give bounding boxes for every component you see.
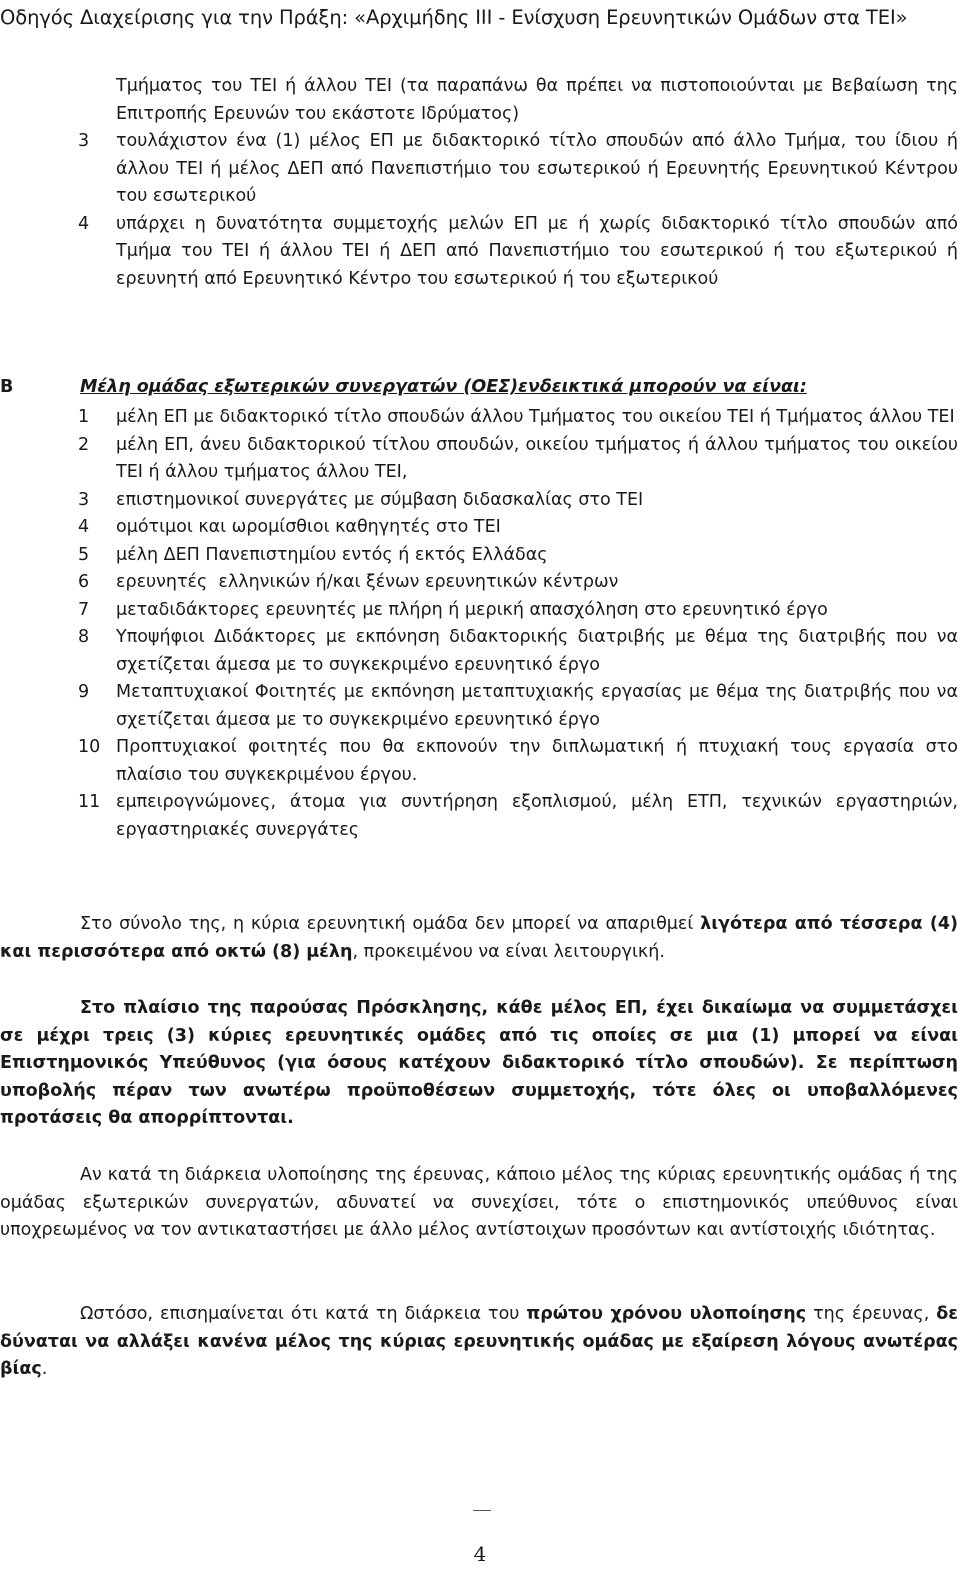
list-item-text: μέλη ΕΠ με διδακτορικό τίτλο σπουδών άλλου Τμήματος του οικείου ΤΕΙ ή Τμήματος άλλου ΤΕΙ [116,407,955,427]
list-item-continuation [116,73,958,128]
list-item [78,734,958,789]
list-item [78,597,958,625]
section-b-list [78,404,958,844]
section-a-list [0,73,958,293]
list-item-number: 2 [78,434,90,455]
document-header: Οδηγός Διαχείρισης για την Πράξη: «Αρχιμήδης ΙΙΙ - Ενίσχυση Ερευνητικών Ομάδων στα ΤΕΙ» [0,6,908,29]
list-item-text: επιστημονικοί συνεργάτες με σύμβαση διδασκαλίας στο ΤΕΙ [116,489,644,510]
paragraph-group-size [0,911,958,966]
list-item-number: 10 [78,737,101,757]
list-item [78,432,958,487]
list-item [78,542,958,570]
list-item-number: 4 [78,213,90,234]
list-item-text: ερευνητές ελληνικών ή/και ξένων ερευνητικών κέντρων [116,572,619,592]
list-item-number: 3 [78,131,90,151]
list-item-text: μέλη ΔΕΠ Πανεπιστημίου εντός ή εκτός Ελλάδας [116,544,548,565]
paragraph-bold-text: λιγότερα από τέσσερα (4) και περισσότερα από οκτώ (8) μέλη [0,914,958,962]
section-letter: Β [0,377,14,397]
list-item-text: εμπειρογνώμονες, άτομα για συντήρηση εξοπλισμού, μέλη ΕΤΠ, τεχνικών εργαστηριών, εργαστηριακές συνεργάτες [116,792,958,840]
paragraph-text: Ωστόσο, επισημαίνεται ότι κατά τη διάρκεια του [80,1304,527,1324]
paragraph-text: , προκειμένου να είναι λειτουργική. [352,941,665,962]
list-item-number: 7 [78,599,90,620]
paragraph-text: . [41,1359,48,1379]
list-item-number: 6 [78,572,90,592]
list-item [78,789,958,844]
list-item-text: Τμήματος του ΤΕΙ ή άλλου ΤΕΙ (τα παραπάνω θα πρέπει να πιστοποιούνται με Βεβαίωση της Επιτροπής Ερευνών του εκάστοτε Ιδρύματος) [116,76,958,124]
list-item-number: 9 [78,682,90,702]
section-title: Μέλη ομάδας εξωτερικών συνεργατών (ΟΕΣ)ενδεικτικά μπορούν να είναι: [80,377,807,397]
paragraph-bold-text: πρώτου χρόνου υλοποίησης [526,1304,807,1324]
list-item-text: μεταδιδάκτορες ερευνητές με πλήρη ή μερική απασχόληση στο ερευνητικό έργο [116,599,828,620]
paragraph-bold-text: δε δύναται να αλλάξει κανένα μέλος της κύριας ερευνητικής ομάδας με εξαίρεση λόγους ανωτέρας βίας [0,1304,958,1379]
paragraph-first-year [0,1301,958,1384]
list-item-number: 1 [78,407,90,427]
list-item [78,404,958,432]
list-item [78,569,958,597]
list-item-number: 8 [78,627,90,647]
paragraph-participation-rules [0,995,958,1133]
paragraph-text: Στο σύνολο της, η κύρια ερευνητική ομάδα δεν μπορεί να απαριθμεί [80,914,701,934]
list-item-text: ομότιμοι και ωρομίσθιοι καθηγητές στο ΤΕΙ [116,517,501,537]
list-item-text: Υποψήφιοι Διδάκτορες με εκπόνηση διδακτορικής διατριβής με θέμα της διατριβής που να σχετίζεται άμεσα με το συγκεκριμένο ερευνητικό έργο [116,627,958,675]
list-item [78,487,958,515]
list-item-text: τουλάχιστον ένα (1) μέλος ΕΠ με διδακτορικό τίτλο σπουδών από άλλο Τμήμα, του ίδιου ή άλλου ΤΕΙ ή μέλος ΔΕΠ από Πανεπιστήμιο του εσωτερικού ή Ερευνητής Ερευνητικού Κέντρου του εσωτερικού [116,131,958,206]
list-item-text: μέλη ΕΠ, άνευ διδακτορικού τίτλου σπουδών, οικείου τμήματος ή άλλου τμήματος του οικείου ΤΕΙ ή άλλου τμήματος άλλου ΤΕΙ, [116,434,958,482]
list-item [78,211,958,294]
paragraph-member-replacement [0,1162,958,1245]
footer-divider [473,1510,491,1511]
list-item-text: Προπτυχιακοί φοιτητές που θα εκπονούν την διπλωματική ή πτυχιακή τους εργασία στο πλαίσιο του συγκεκριμένου έργου. [116,737,958,785]
page-number: 4 [473,1542,487,1566]
list-item-number: 11 [78,792,101,812]
list-item-text: Μεταπτυχιακοί Φοιτητές με εκπόνηση μεταπτυχιακής εργασίας με θέμα της διατριβής που να σχετίζεται άμεσα με το συγκεκριμένο ερευνητικό έργο [116,682,958,730]
list-item [78,514,958,542]
list-item [78,128,958,211]
paragraph-bold-text: Στο πλαίσιο της παρούσας Πρόσκλησης, κάθε μέλος ΕΠ, έχει δικαίωμα να συμμετάσχει σε μέχρι τρεις (3) κύριες ερευνητικές ομάδες από τις οποίες σε μια (1) μπορεί να είναι Επιστημονικός Υπεύθυνος (για όσους κατέχουν διδακτορικό τίτλο σπουδών). Σε περίπτωση υποβολής πέραν των ανωτέρω προϋποθέσεων συμμετοχής, τότε όλες οι υποβαλλόμενες προτάσεις θα απορρίπτονται. [0,998,958,1128]
list-item [78,679,958,734]
paragraph-text: της έρευνας, [806,1304,937,1324]
paragraph-text: Αν κατά τη διάρκεια υλοποίησης της έρευνας, κάποιο μέλος της κύριας ερευνητικής ομάδας ή της ομάδας εξωτερικών συνεργατών, αδυνατεί να συνεχίσει, τότε ο επιστημονικός υπεύθυνος είναι υποχρεωμένος να τον αντικαταστήσει με άλλο μέλος αντίστοιχων προσόντων και αντίστοιχής ιδιότητας. [0,1165,958,1240]
list-item-number: 4 [78,517,90,537]
list-item [78,624,958,679]
list-item-number: 3 [78,489,90,510]
list-item-text: υπάρχει η δυνατότητα συμμετοχής μελών ΕΠ με ή χωρίς διδακτορικό τίτλο σπουδών από Τμήμα του ΤΕΙ ή άλλου ΤΕΙ ή ΔΕΠ από Πανεπιστήμιο του εσωτερικού ή του εξωτερικού ή ερευνητή από Ερευνητικό Κέντρο του εσωτερικού ή του εξωτερικού [116,213,958,289]
list-item-number: 5 [78,544,90,565]
